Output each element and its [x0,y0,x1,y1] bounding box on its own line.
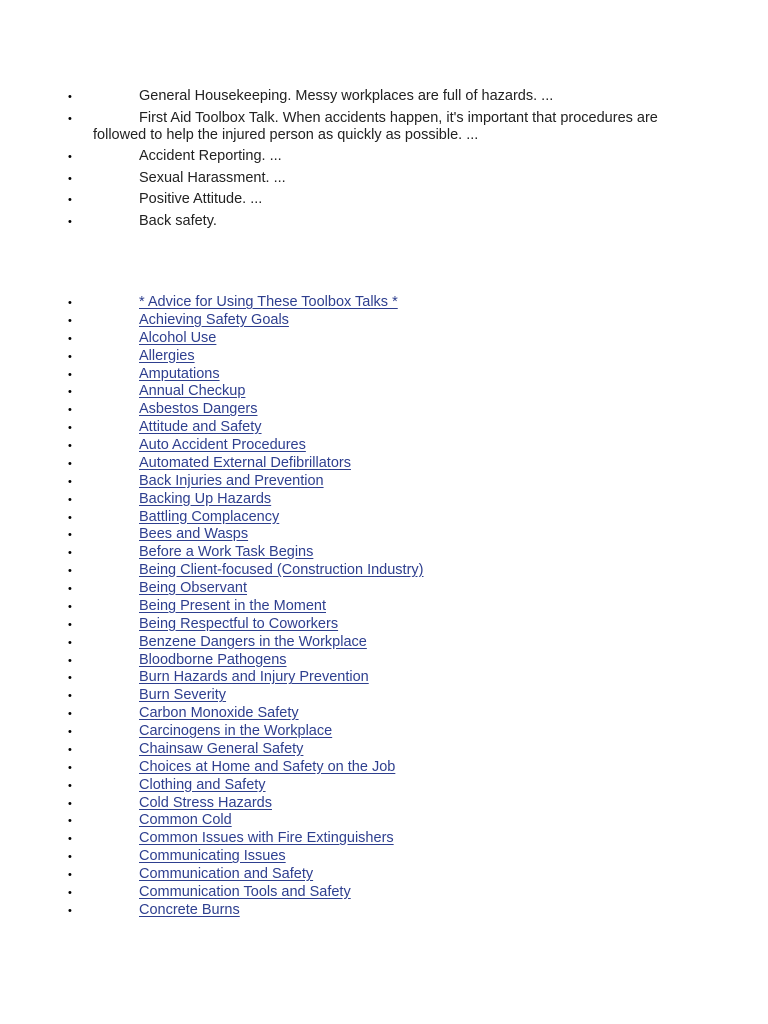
talk-list-item [0,616,768,634]
bullet-icon: • [68,797,72,810]
bullet-icon: • [68,440,72,452]
bullet-icon: • [68,833,72,846]
bullet-icon: • [68,600,72,613]
toolbox-talk-link[interactable]: * Advice for Using These Toolbox Talks * [139,294,398,310]
toolbox-talk-link[interactable]: Clothing and Safety [139,776,266,793]
toolbox-talk-link[interactable]: Attitude and Safety [139,419,262,436]
talk-list-item [0,330,768,348]
toolbox-talk-link[interactable]: Burn Hazards and Injury Prevention [139,669,369,686]
talk-list-item [0,830,768,848]
talk-list-item [0,634,768,652]
bullet-icon: • [68,904,72,917]
talk-list-item [0,544,768,562]
toolbox-talk-link[interactable]: Common Issues with Fire Extinguishers [139,830,394,847]
talk-list-item [0,473,768,491]
bullet-icon: • [68,726,72,738]
talk-list-item [0,848,768,866]
bullet-icon: • [68,636,72,649]
talk-list-item [0,598,768,616]
bullet-icon: • [68,91,72,103]
toolbox-talk-link[interactable]: Communication and Safety [139,866,314,882]
bullet-icon: • [68,690,72,703]
toolbox-talk-link[interactable]: Carcinogens in the Workplace [139,723,333,739]
toolbox-talk-link[interactable]: Annual Checkup [139,383,246,400]
toolbox-talk-link[interactable]: Asbestos Dangers [139,401,258,418]
talk-list-item [0,580,768,598]
toolbox-talk-link[interactable]: Being Observant [139,580,248,596]
talk-list-item [0,437,768,455]
talk-list-item [0,866,768,884]
talk-list-item [0,741,768,759]
toolbox-talk-link[interactable]: Being Client-focused (Construction Industry) [139,562,424,579]
toolbox-talk-link[interactable]: Communicating Issues [139,848,286,865]
bullet-icon: • [68,761,72,774]
toolbox-talk-link[interactable]: Auto Accident Procedures [139,437,306,453]
bullet-icon: • [68,547,72,560]
bullet-icon: • [68,672,72,685]
toolbox-talk-link[interactable]: Choices at Home and Safety on the Job [139,758,396,775]
talk-list-item [0,669,768,687]
toolbox-talk-link[interactable]: Benzene Dangers in the Workplace [139,633,367,650]
toolbox-talk-link[interactable]: Before a Work Task Begins [139,544,314,561]
bullet-icon: • [68,851,72,864]
talk-list-item [0,366,768,384]
bullet-icon: • [68,215,72,228]
talk-list-item [0,419,768,437]
toolbox-talk-link[interactable]: Bees and Wasps [139,526,249,543]
bullet-icon: • [68,422,72,435]
bullet-icon: • [68,654,72,667]
bullet-icon: • [68,475,72,488]
bullet-icon: • [68,404,72,417]
bullet-icon: • [68,815,72,828]
toolbox-talk-link[interactable]: Carbon Monoxide Safety [139,705,299,722]
bullet-icon: • [68,151,72,163]
bullet-icon: • [68,583,72,595]
talk-list-item [0,652,768,670]
toolbox-talk-link[interactable]: Battling Complacency [139,508,280,525]
topic-text: Sexual Harassment. ... [139,169,286,186]
topic-text: Accident Reporting. ... [139,148,282,164]
bullet-icon: • [68,511,72,524]
topic-text: First Aid Toolbox Talk. When accidents happen, it's important that procedures are followed to help the injured person as quickly as possible. ... [93,109,658,143]
bullet-icon: • [68,493,72,506]
bullet-icon: • [68,172,72,185]
talk-list-item [0,884,768,902]
bullet-icon: • [68,457,72,470]
toolbox-talk-link[interactable]: Achieving Safety Goals [139,311,289,328]
talk-list-item [0,383,768,401]
talk-list-item [0,401,768,419]
toolbox-talk-link[interactable]: Being Respectful to Coworkers [139,615,339,632]
topic-list-item [0,213,768,230]
talk-list-item [0,759,768,777]
talk-list-item [0,526,768,544]
toolbox-talk-link[interactable]: Communication Tools and Safety [139,883,351,900]
bullet-icon: • [68,194,72,206]
toolbox-talk-link[interactable]: Amputations [139,365,220,382]
topic-list-item [0,110,768,144]
bullet-icon: • [68,386,72,399]
toolbox-talk-link[interactable]: Backing Up Hazards [139,490,272,507]
toolbox-talk-link[interactable]: Back Injuries and Prevention [139,472,324,489]
toolbox-talk-link[interactable]: Automated External Defibrillators [139,454,351,471]
topic-text: Positive Attitude. ... [139,191,263,207]
bullet-icon: • [68,112,72,125]
topic-text: General Housekeeping. Messy workplaces are full of hazards. ... [139,88,554,104]
topic-list-item [0,191,768,208]
talk-list-item [0,812,768,830]
bullet-icon: • [68,565,72,578]
toolbox-talk-link[interactable]: Cold Stress Hazards [139,794,272,811]
talk-list-item [0,705,768,723]
toolbox-talk-link[interactable]: Allergies [139,347,195,364]
bullet-icon: • [68,869,72,881]
safety-topics-list [0,88,768,234]
topic-list-item [0,148,768,165]
bullet-icon: • [68,529,72,542]
talk-list-item [0,509,768,527]
bullet-icon: • [68,743,72,756]
talk-list-item [0,562,768,580]
toolbox-talk-link[interactable]: Being Present in the Moment [139,597,326,614]
toolbox-talks-link-list [0,294,768,920]
bullet-icon: • [68,779,72,792]
toolbox-talk-link[interactable]: Bloodborne Pathogens [139,651,287,668]
bullet-icon: • [68,886,72,899]
bullet-icon: • [68,314,72,327]
toolbox-talk-link[interactable]: Chainsaw General Safety [139,740,304,757]
talk-list-item [0,455,768,473]
bullet-icon: • [68,350,72,363]
bullet-icon: • [68,708,72,721]
topic-list-item [0,170,768,187]
toolbox-talk-link[interactable]: Alcohol Use [139,329,217,346]
topic-list-item [0,88,768,105]
talk-list-item [0,902,768,920]
talk-list-item [0,777,768,795]
toolbox-talk-link[interactable]: Concrete Burns [139,901,240,918]
bullet-icon: • [68,332,72,345]
topic-text: Back safety. [139,212,217,229]
toolbox-talk-link[interactable]: Burn Severity [139,687,227,704]
bullet-icon: • [68,297,72,309]
talk-list-item [0,723,768,741]
talk-list-item [0,294,768,312]
bullet-icon: • [68,618,72,631]
talk-list-item [0,491,768,509]
toolbox-talk-link[interactable]: Common Cold [139,812,232,829]
talk-list-item [0,795,768,813]
talk-list-item [0,312,768,330]
talk-list-item [0,348,768,366]
bullet-icon: • [68,368,72,381]
talk-list-item [0,687,768,705]
